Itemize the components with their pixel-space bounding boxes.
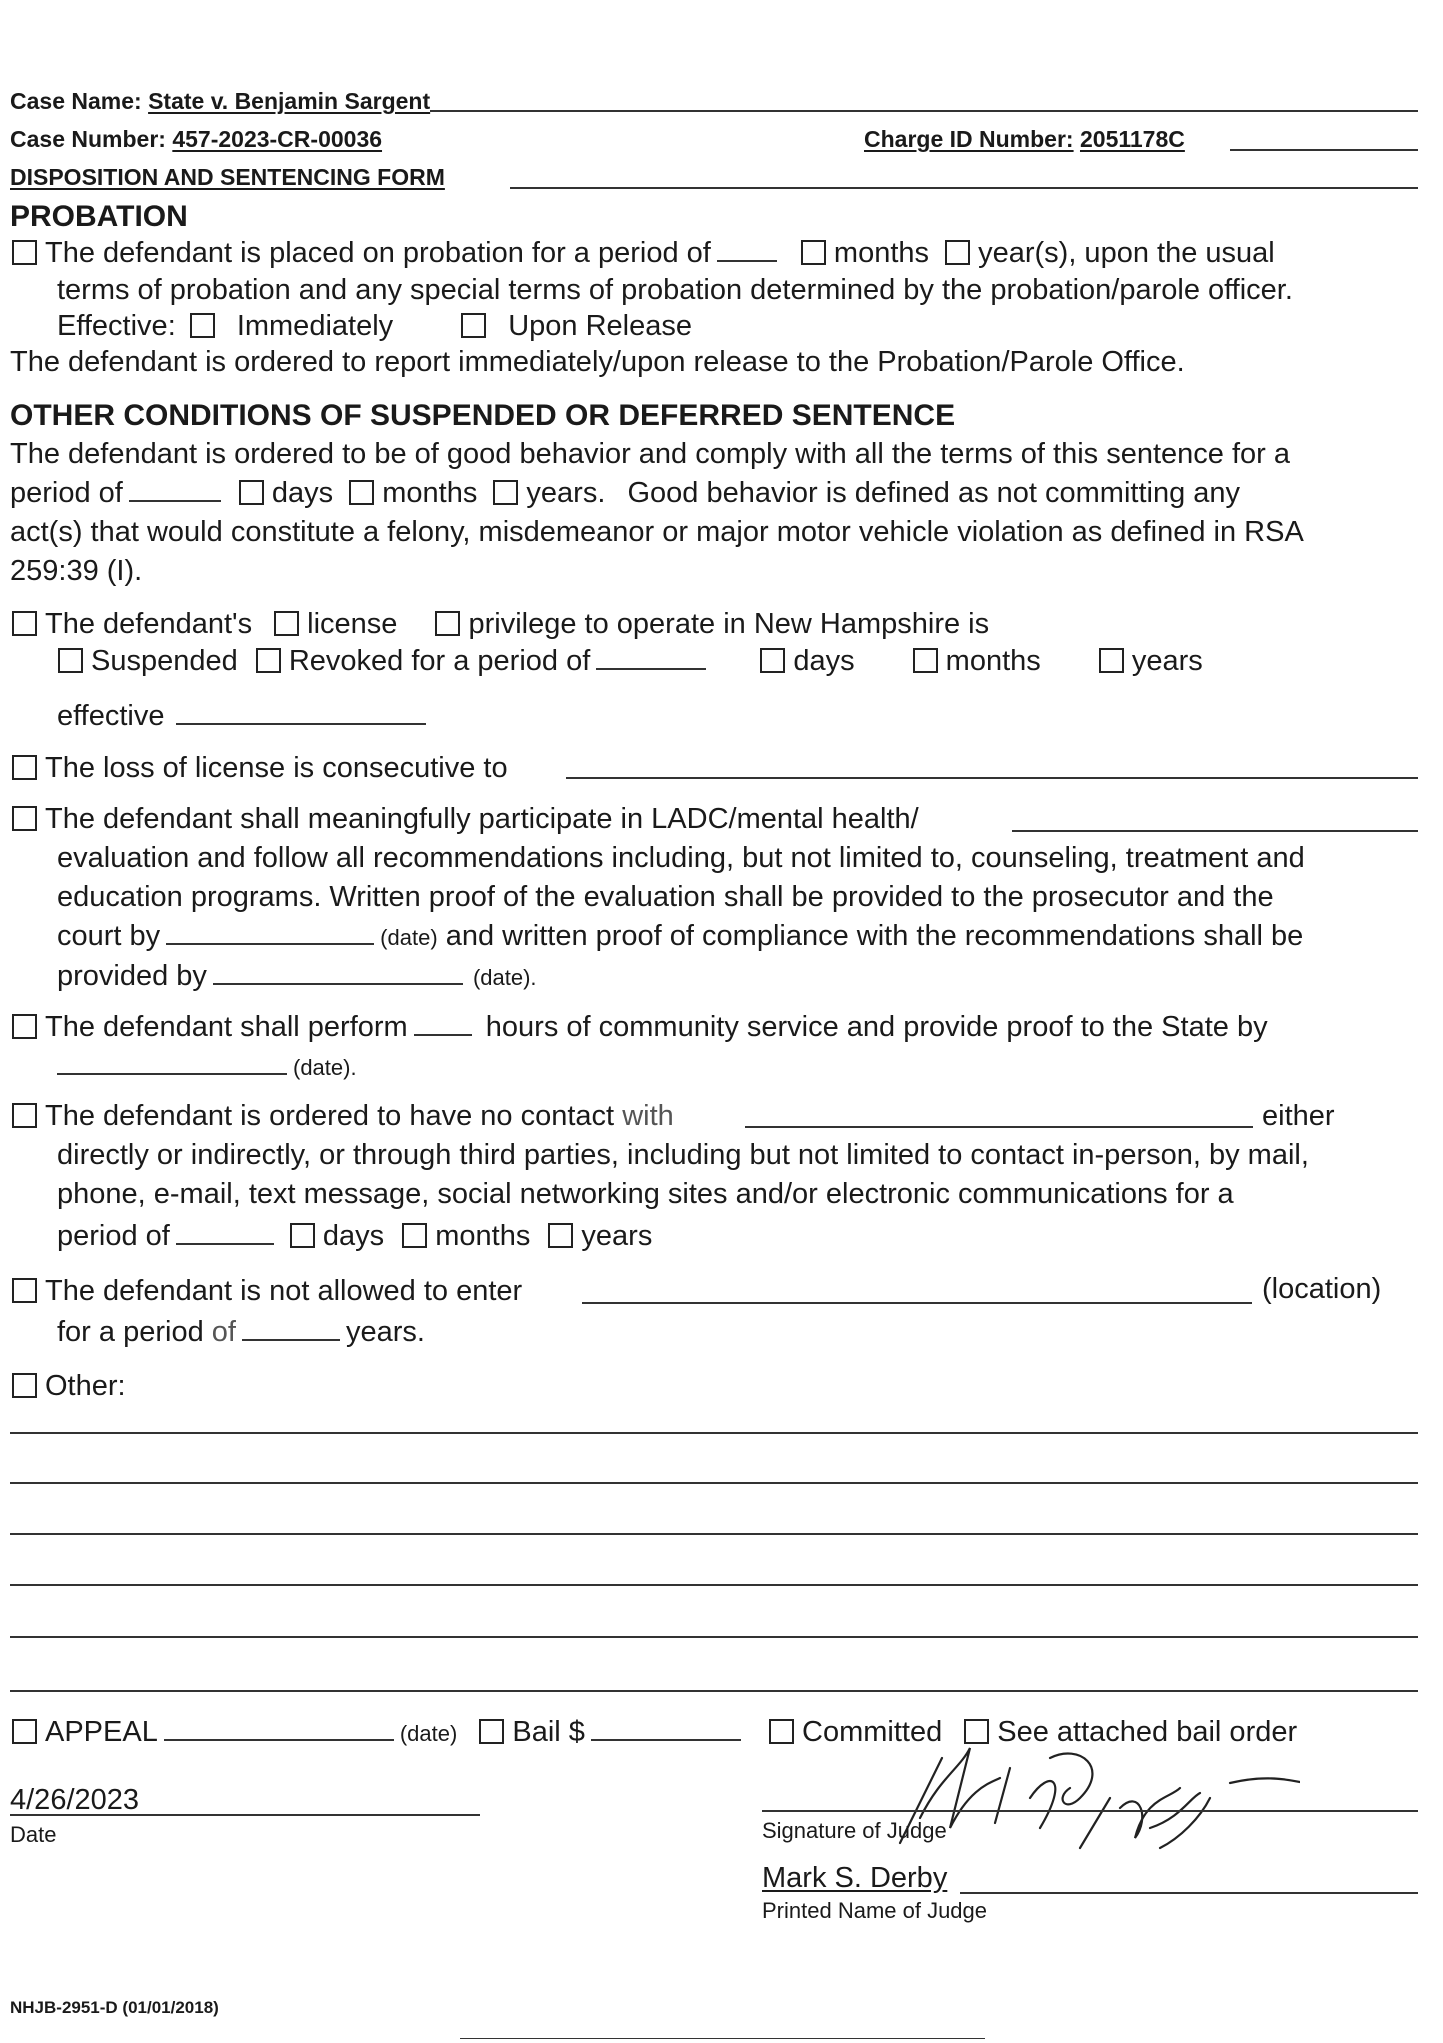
consecutive-row: The loss of license is consecutive to [12, 752, 508, 785]
other-line-3[interactable] [10, 1533, 1418, 1535]
suspended-checkbox[interactable] [58, 648, 83, 673]
conditions-title: OTHER CONDITIONS OF SUSPENDED OR DEFERRED SENTENCE [10, 399, 956, 432]
appeal-checkbox[interactable] [12, 1719, 37, 1744]
license-effective-blank[interactable] [176, 701, 426, 725]
gb-years-checkbox[interactable] [493, 480, 518, 505]
no-contact-line4: period of days months years [57, 1220, 653, 1252]
no-contact-checkbox[interactable] [12, 1103, 37, 1128]
good-behavior-period-blank[interactable] [129, 478, 221, 502]
license-type-checkbox[interactable] [274, 611, 299, 636]
community-service-date-blank[interactable] [57, 1051, 287, 1075]
other-line-1[interactable] [10, 1432, 1418, 1434]
community-service-row: The defendant shall perform hours of community service and provide proof to the State by [12, 1011, 1268, 1044]
probation-report: The defendant is ordered to report immediately/upon release to the Probation/Parole Office. [10, 346, 1185, 378]
other-line-5[interactable] [10, 1636, 1418, 1638]
immediately-checkbox[interactable] [190, 313, 215, 338]
date-value: 4/26/2023 [10, 1784, 140, 1816]
charge-id-rule [1230, 149, 1418, 151]
case-name-value: State v. Benjamin Sargent [148, 88, 431, 114]
evaluation-date-blank[interactable] [166, 921, 374, 945]
privilege-checkbox[interactable] [435, 611, 460, 636]
license-suspend-row: Suspended Revoked for a period of days months years [58, 645, 1203, 678]
probation-line1: The defendant is placed on probation for a period of months year(s), upon the usual [12, 237, 1275, 270]
revoked-months-checkbox[interactable] [913, 648, 938, 673]
conditions-p2: period of days months years. Good behavior is defined as not committing any [10, 477, 1241, 509]
no-contact-either: either [1262, 1100, 1335, 1132]
not-enter-row: The defendant is not allowed to enter [12, 1275, 522, 1308]
ladc-type-blank[interactable] [1012, 830, 1418, 832]
signature-rule [762, 1810, 1418, 1812]
appeal-row: APPEAL (date) Bail $ Committed See attached bail order [12, 1716, 1297, 1749]
consecutive-checkbox[interactable] [12, 755, 37, 780]
gb-days-checkbox[interactable] [239, 480, 264, 505]
consecutive-blank[interactable] [566, 777, 1418, 779]
judge-name: Mark S. Derby [762, 1862, 948, 1894]
case-name-row: Case Name: State v. Benjamin Sargent [10, 88, 431, 114]
no-contact-period-blank[interactable] [176, 1221, 274, 1245]
bail-amount-blank[interactable] [591, 1717, 741, 1741]
bail-checkbox[interactable] [479, 1719, 504, 1744]
not-enter-line2: for a period of years. [57, 1316, 425, 1348]
form-id: NHJB-2951-D (01/01/2018) [10, 1998, 219, 2017]
signature-label: Signature of Judge [762, 1818, 947, 1843]
other-line-2[interactable] [10, 1482, 1418, 1484]
other-line-4[interactable] [10, 1584, 1418, 1586]
probation-period-blank[interactable] [717, 238, 777, 262]
gb-months-checkbox[interactable] [349, 480, 374, 505]
probation-line2: terms of probation and any special terms of probation determined by the probation/parole officer. [57, 274, 1293, 306]
ladc-line4: court by (date) and written proof of compliance with the recommendations shall be [57, 920, 1304, 952]
revoked-period-blank[interactable] [596, 646, 706, 670]
other-checkbox[interactable] [12, 1373, 37, 1398]
case-name-rule [430, 110, 1418, 112]
form-title-rule [510, 187, 1418, 189]
nc-days-checkbox[interactable] [290, 1223, 315, 1248]
license-effective-row: effective [57, 700, 432, 733]
date-rule [10, 1814, 480, 1816]
license-checkbox[interactable] [12, 611, 37, 636]
ladc-row: The defendant shall meaningfully participate in LADC/mental health/ [12, 803, 919, 836]
community-service-date-row: (date). [57, 1050, 357, 1083]
probation-title: PROBATION [10, 200, 188, 233]
other-line-6[interactable] [10, 1690, 1418, 1692]
date-label: Date [10, 1822, 57, 1847]
revoked-checkbox[interactable] [256, 648, 281, 673]
no-contact-line2: directly or indirectly, or through third parties, including but not limited to contact in-person, by mail, [57, 1139, 1309, 1171]
charge-id-row: Charge ID Number: 2051178C [864, 126, 1185, 152]
nc-months-checkbox[interactable] [402, 1223, 427, 1248]
printed-name-label: Printed Name of Judge [762, 1898, 988, 1923]
license-row: The defendant's license privilege to operate in New Hampshire is [12, 608, 989, 641]
bottom-rule [460, 2038, 985, 2039]
judge-name-rule [960, 1892, 1418, 1894]
no-contact-row: The defendant is ordered to have no contact with [12, 1100, 674, 1133]
probation-months-checkbox[interactable] [801, 240, 826, 265]
not-enter-location-blank[interactable] [582, 1302, 1252, 1304]
compliance-date-blank[interactable] [213, 961, 463, 985]
no-contact-line3: phone, e-mail, text message, social networking sites and/or electronic communications for a [57, 1178, 1234, 1210]
conditions-p3: act(s) that would constitute a felony, misdemeanor or major motor vehicle violation as defined in RSA [10, 516, 1304, 548]
appeal-date-blank[interactable] [164, 1717, 394, 1741]
ladc-line5: provided by (date). [57, 960, 537, 992]
case-number-row: Case Number: 457-2023-CR-00036 [10, 126, 383, 152]
conditions-p1: The defendant is ordered to be of good behavior and comply with all the terms of this sentence for a [10, 438, 1290, 470]
community-service-checkbox[interactable] [12, 1014, 37, 1039]
not-enter-checkbox[interactable] [12, 1278, 37, 1303]
probation-years-checkbox[interactable] [945, 240, 970, 265]
conditions-p4: 259:39 (I). [10, 555, 143, 587]
probation-effective-row: Effective: Immediately Upon Release [57, 310, 692, 342]
other-row: Other: [12, 1370, 126, 1403]
ladc-checkbox[interactable] [12, 806, 37, 831]
community-service-hours-blank[interactable] [414, 1012, 472, 1036]
revoked-years-checkbox[interactable] [1099, 648, 1124, 673]
not-enter-period-blank[interactable] [242, 1317, 340, 1341]
no-contact-name-blank[interactable] [745, 1126, 1253, 1128]
not-enter-location-label: (location) [1262, 1273, 1382, 1305]
upon-release-checkbox[interactable] [461, 313, 486, 338]
form-title: DISPOSITION AND SENTENCING FORM [10, 164, 445, 190]
committed-checkbox[interactable] [769, 1719, 794, 1744]
case-number-value: 457-2023-CR-00036 [172, 126, 383, 152]
ladc-line3: education programs. Written proof of the evaluation shall be provided to the prosecutor and the [57, 881, 1274, 913]
nc-years-checkbox[interactable] [548, 1223, 573, 1248]
revoked-days-checkbox[interactable] [760, 648, 785, 673]
ladc-line2: evaluation and follow all recommendations including, but not limited to, counseling, treatment and [57, 842, 1305, 874]
probation-checkbox[interactable] [12, 240, 37, 265]
charge-id-value: 2051178C [1079, 126, 1185, 152]
